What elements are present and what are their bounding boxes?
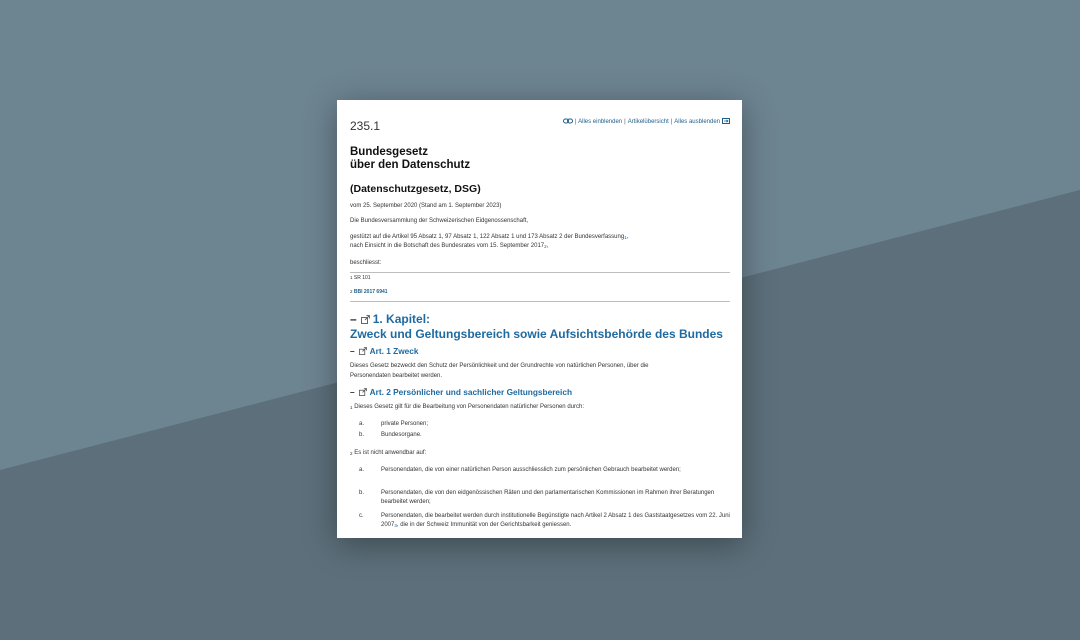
law-title-line-1: Bundesgesetz	[350, 146, 428, 158]
expand-icon[interactable]	[722, 118, 730, 126]
show-all-link[interactable]: Alles einblenden	[578, 119, 623, 125]
footnote-2-number: 2	[350, 289, 353, 294]
footnote-ref-3[interactable]: 3	[394, 523, 397, 528]
art-2-para-1	[350, 403, 584, 412]
list-item-text: private Personen;	[381, 421, 429, 427]
chain-link-icon[interactable]	[563, 118, 573, 126]
hide-all-link[interactable]: Alles ausblenden	[674, 119, 720, 125]
art-2-heading[interactable]	[350, 387, 572, 398]
chapter-1-heading[interactable]	[350, 312, 723, 341]
sr-number: 235.1	[350, 119, 381, 133]
separator: |	[574, 119, 577, 125]
document-page	[337, 100, 742, 538]
separator: |	[670, 119, 673, 125]
footnote-divider	[350, 272, 730, 273]
list-item-text-after: , die in der Schweiz Immunität von der Gerichtsbarkeit geniessen.	[396, 522, 572, 528]
para-2-number: 2	[350, 451, 353, 456]
art-2-title: Art. 2 Persönlicher und sachlicher Geltungsbereich	[369, 387, 573, 397]
footnote-2	[350, 289, 388, 295]
footnote-2-link[interactable]: BBl 2017 6941	[353, 289, 388, 295]
footnote-ref-1[interactable]: 1	[624, 235, 627, 240]
separator: |	[624, 119, 626, 125]
law-date: vom 25. September 2020 (Stand am 1. September 2023)	[350, 203, 502, 209]
footnote-ref-2[interactable]: 2	[544, 244, 547, 249]
collapse-toggle[interactable]: –	[350, 387, 355, 397]
list-item-label: b.	[359, 432, 365, 438]
list-item-label: c.	[359, 513, 364, 519]
para-1-number: 1	[350, 405, 353, 410]
list-item-text: Personendaten, die von einer natürlichen Person ausschliesslich zum persönlichen Gebrauch bearbeitet werden;	[381, 467, 681, 473]
decides-text: beschliesst:	[350, 260, 382, 266]
legal-basis-1: gestützt auf die Artikel 95 Absatz 1, 97 Absatz 1, 122 Absatz 1 und 173 Absatz 2 der Bundesverfassung$^1$,	[350, 234, 629, 240]
chapter-1-line-1: 1. Kapitel:	[372, 312, 431, 326]
list-item-text: Bundesorgane.	[381, 432, 422, 438]
list-item-text: Personendaten, die von den eidgenössischen Räten und den parlamentarischen Kommissionen im Rahmen ihrer Beratungen bearbeitet werden;	[381, 490, 715, 505]
art-1-text-line-1: Dieses Gesetz bezweckt den Schutz der Persönlichkeit und der Grundrechte von natürlichen Personen, über die	[350, 363, 649, 369]
footnote-1-text: SR 101	[353, 275, 371, 281]
list-item-label: b.	[359, 490, 365, 496]
art-2-para-2-text: Es ist nicht anwendbar auf:	[354, 450, 427, 456]
art-1-text-line-2: Personendaten bearbeitet werden.	[350, 373, 443, 379]
legal-basis-1-text: gestützt auf die Artikel 95 Absatz 1, 97 Absatz 1, 122 Absatz 1 und 173 Absatz 2 der Bundesverfassung	[350, 234, 625, 240]
art-1-heading[interactable]	[350, 346, 419, 357]
section-divider	[350, 301, 730, 302]
law-title	[350, 146, 470, 172]
art-2-para-2	[350, 449, 426, 458]
external-link-icon[interactable]	[361, 313, 370, 327]
external-link-icon[interactable]	[359, 388, 367, 398]
art-2-para-1-text: Dieses Gesetz gilt für die Bearbeitung von Personendaten natürlicher Personen durch:	[354, 404, 584, 410]
external-link-icon[interactable]	[359, 347, 367, 357]
article-overview-link[interactable]: Artikelübersicht	[627, 119, 669, 125]
footnote-1	[350, 275, 371, 281]
list-item-text	[381, 512, 731, 530]
legal-basis-2: nach Einsicht in die Botschaft des Bundesrates vom 15. September 2017$^2$,	[350, 243, 549, 249]
collapse-toggle[interactable]: –	[350, 346, 355, 356]
collapse-toggle[interactable]: –	[350, 312, 357, 326]
law-title-line-2: über den Datenschutz	[350, 159, 471, 171]
list-item-label: a.	[359, 467, 365, 473]
list-item-label: a.	[359, 421, 365, 427]
document-toolbar	[563, 118, 730, 126]
law-short-title: (Datenschutzgesetz, DSG)	[350, 183, 481, 195]
art-1-title: Art. 1 Zweck	[369, 346, 419, 356]
chapter-1-line-2: Zweck und Geltungsbereich sowie Aufsichtsbehörde des Bundes	[350, 326, 723, 341]
list-item-text-main: Personendaten, die bearbeitet werden durch institutionelle Begünstigte nach Artikel 2 Absatz 1 des Gaststaatgesetzes vom 22. Juni 2007	[381, 513, 730, 528]
enactor-text: Die Bundesversammlung der Schweizerischen Eidgenossenschaft,	[350, 218, 529, 224]
footnote-1-number: 1	[350, 275, 353, 280]
legal-basis-2-text: nach Einsicht in die Botschaft des Bundesrates vom 15. September 2017	[350, 243, 545, 249]
